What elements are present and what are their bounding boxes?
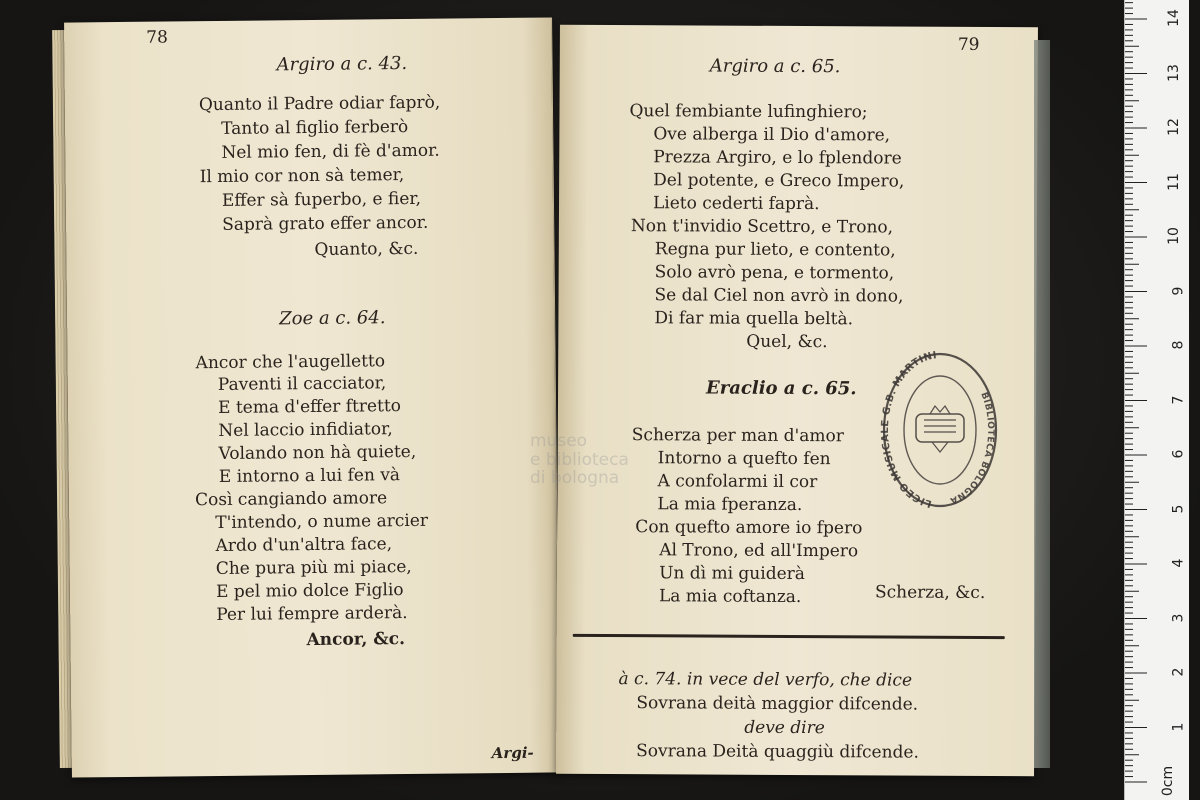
watermark-line: di bologna — [530, 468, 620, 489]
ruler-label: 3 — [1170, 613, 1187, 622]
stamp-inner-text: BIBLIOTECA BOLOGNA — [948, 391, 996, 506]
verse-line: Prezza Argiro, e lo fplendore — [653, 147, 902, 169]
section-heading: Eraclio a c. 65. — [706, 377, 857, 400]
verse-refrain: Quanto, &c. — [314, 238, 419, 260]
section-heading: Argiro a c. 65. — [709, 55, 841, 78]
right-page-edge — [1034, 40, 1050, 768]
ruler-label: 4 — [1170, 558, 1187, 568]
verse-line: La mia fperanza. — [657, 494, 803, 516]
verse-line: T'intendo, o nume arcier — [215, 510, 429, 534]
verse-line: Un dì mi guiderà — [659, 563, 805, 585]
left-page — [64, 17, 560, 777]
ruler-label: 1 — [1170, 722, 1187, 731]
verse-line: Paventi il cacciator, — [217, 373, 387, 395]
watermark — [530, 432, 629, 488]
watermark-line: e biblioteca — [530, 449, 629, 470]
verse-line: Il mio cor non sà temer, — [199, 165, 405, 188]
verse-line: Così cangiando amore — [194, 488, 388, 511]
verse-line: Quel fembiante lufinghiero; — [629, 101, 868, 123]
verse-line: Con quefto amore io fpero — [635, 517, 863, 539]
verse-line: Di far mia quella beltà. — [654, 308, 854, 330]
ruler-label: 5 — [1170, 504, 1187, 513]
verse-refrain: Ancor, &c. — [306, 629, 406, 651]
watermark-line: museo — [530, 431, 588, 451]
ruler-label: 6 — [1170, 449, 1187, 459]
verse-line: Lieto cederti faprà. — [652, 193, 820, 215]
verse-line: Quanto il Padre odiar faprò, — [198, 92, 441, 116]
errata-should-say: deve dire — [744, 717, 825, 739]
verse-line: La mia coftanza. — [658, 586, 802, 608]
verse-line: Al Trono, ed all'Impero — [659, 540, 859, 562]
verse-line: Per lui fempre arderà. — [216, 603, 408, 626]
verse-line: Regna pur lieto, e contento, — [654, 239, 896, 261]
verse-line: Scherza per man d'amor — [631, 425, 844, 447]
ruler-label: 13 — [1166, 63, 1183, 82]
ruler-label: 12 — [1166, 118, 1183, 136]
verse-refrain: Scherza, &c. — [874, 582, 986, 603]
verse-line: Non t'invidio Scettro, e Trono, — [630, 216, 894, 238]
errata-intro: à c. 74. in vece del verfo, che dice — [618, 669, 913, 691]
stamp-outer-text: LICEO MUSICALE G.B. MARTINI — [880, 350, 938, 510]
ruler-label: 2 — [1170, 667, 1187, 677]
verse-line: A confolarmi il cor — [657, 471, 818, 493]
verse-line: Volando non hà quiete, — [218, 441, 417, 464]
ruler-label: 9 — [1170, 286, 1187, 295]
section-heading: Zoe a c. 64. — [279, 307, 386, 330]
verse-line: E pel mio dolce Figlio — [215, 580, 404, 603]
verse-line: Ove alberga il Dio d'amore, — [653, 124, 891, 146]
errata-wrong-line: Sovrana deità maggior difcende. — [636, 693, 919, 715]
verse-line: Ardo d'un'altra face, — [215, 534, 393, 557]
verse-refrain: Quel, &c. — [746, 331, 828, 353]
verse-line: Intorno a quefto fen — [657, 448, 831, 470]
verse-line: E tema d'effer ftretto — [217, 396, 402, 418]
library-stamp — [880, 350, 1000, 510]
catchword: Argi- — [491, 743, 534, 763]
horizontal-rule — [573, 634, 1005, 639]
verse-line: Se dal Ciel non avrò in dono, — [654, 285, 904, 307]
verse-line: Saprà grato effer ancor. — [222, 212, 429, 235]
verse-line: Effer sà fuperbo, e fier, — [221, 188, 422, 211]
section-heading: Argiro a c. 43. — [276, 52, 408, 76]
ruler-label: 11 — [1166, 172, 1183, 191]
ruler-label: 0cm — [1159, 765, 1176, 797]
verse-line: Tanto al figlio ferberò — [221, 116, 409, 139]
ruler-label: 14 — [1166, 9, 1183, 27]
ruler-label: 7 — [1170, 395, 1187, 404]
verse-line: Solo avrò pena, e tormento, — [654, 262, 895, 284]
verse-line: Del potente, e Greco Impero, — [653, 170, 905, 192]
verse-line: Nel mio fen, di fè d'amor. — [221, 140, 440, 163]
page-number: 78 — [146, 27, 168, 48]
verse-line: Che pura più mi piace, — [215, 556, 412, 580]
crest-icon — [916, 406, 964, 452]
verse-line: E intorno a lui fen và — [218, 465, 401, 487]
verse-line: Nel laccio infidiator, — [218, 419, 393, 441]
verse-line: Ancor che l'augelletto — [195, 351, 386, 374]
measurement-ruler — [1124, 0, 1189, 800]
ruler-label: 8 — [1170, 340, 1187, 350]
page-number: 79 — [957, 34, 980, 55]
ruler-label: 10 — [1166, 227, 1183, 245]
errata-correct-line: Sovrana Deità quaggiù difcende. — [636, 741, 919, 763]
